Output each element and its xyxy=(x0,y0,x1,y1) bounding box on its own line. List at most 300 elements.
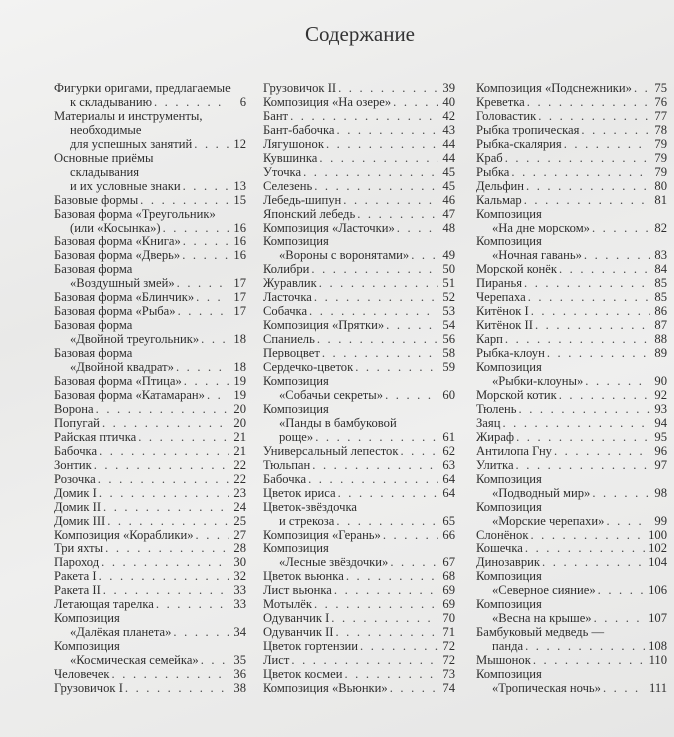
toc-entry-title: Летающая тарелка xyxy=(54,598,154,612)
toc-page-number: 24 xyxy=(233,500,246,514)
dot-leader xyxy=(163,222,229,236)
toc-entry xyxy=(476,208,667,236)
toc-entry xyxy=(54,529,246,543)
toc-entry-title: Композиция «Герань» xyxy=(263,528,381,542)
toc-page-number: 106 xyxy=(648,584,667,598)
toc-entry-last-line xyxy=(263,431,455,445)
toc-page-number: 61 xyxy=(442,430,455,444)
toc-entry-title: Базовая форма «Книга» xyxy=(54,235,181,249)
toc-page-number: 102 xyxy=(648,542,667,556)
toc-entry-title: «Ночная гавань» xyxy=(492,249,582,263)
toc-entry xyxy=(263,668,455,682)
toc-entry-last-line xyxy=(54,459,246,473)
toc-entry-last-line xyxy=(263,473,455,487)
toc-entry-last-line xyxy=(54,222,246,236)
dot-leader xyxy=(182,249,229,263)
toc-entry-last-line xyxy=(263,166,455,180)
toc-page-number: 76 xyxy=(654,95,667,109)
toc-entry-title: Кальмар xyxy=(476,193,522,207)
toc-page-number: 89 xyxy=(654,347,667,361)
toc-entry xyxy=(54,682,246,696)
toc-entry-title: Человечек xyxy=(54,668,110,682)
toc-entry xyxy=(476,277,667,291)
toc-page-number: 6 xyxy=(239,95,246,109)
dot-leader xyxy=(400,445,438,459)
toc-entry-last-line xyxy=(263,291,455,305)
toc-page-number: 73 xyxy=(442,668,455,682)
dot-leader xyxy=(606,515,650,529)
toc-entry-last-line xyxy=(476,194,667,208)
toc-entry xyxy=(54,556,246,570)
dot-leader xyxy=(337,124,439,138)
dot-leader xyxy=(94,459,229,473)
toc-entry-last-line xyxy=(476,375,667,389)
dot-leader xyxy=(103,584,229,598)
dot-leader xyxy=(525,542,645,556)
toc-entry xyxy=(476,333,667,347)
toc-entry-title: Базовая форма «Треугольник» xyxy=(54,207,216,221)
toc-entry-title: Композиция xyxy=(476,361,542,375)
toc-entry xyxy=(476,598,667,626)
toc-entry-title: Цветок-звёздочка xyxy=(263,500,357,514)
toc-entry-last-line xyxy=(54,515,246,529)
toc-page-number: 94 xyxy=(654,416,667,430)
toc-page-number: 17 xyxy=(233,291,246,305)
toc-entry-title: Композиция «На озере» xyxy=(263,95,392,109)
toc-page-number: 45 xyxy=(442,179,455,193)
dot-leader xyxy=(527,96,650,110)
toc-entry-last-line xyxy=(476,124,667,138)
toc-entry-last-line xyxy=(54,277,246,291)
dot-leader xyxy=(343,194,438,208)
toc-entry-last-line xyxy=(54,570,246,584)
toc-entry-title: (или «Косынка») xyxy=(70,221,161,235)
toc-entry xyxy=(476,291,667,305)
toc-entry-last-line xyxy=(263,612,455,626)
dot-leader xyxy=(592,487,650,501)
toc-page-number: 83 xyxy=(654,249,667,263)
toc-page-number: 49 xyxy=(442,249,455,263)
toc-entry-title: Кувшинка xyxy=(263,151,318,165)
toc-entry-title: Краб xyxy=(476,151,503,165)
toc-entry-title: «Подводный мир» xyxy=(492,486,591,500)
toc-entry-last-line xyxy=(476,82,667,96)
dot-leader xyxy=(303,166,438,180)
toc-entry-last-line xyxy=(476,640,667,654)
dot-leader xyxy=(138,431,229,445)
toc-entry xyxy=(263,194,455,208)
toc-entry-last-line xyxy=(54,235,246,249)
dot-leader xyxy=(516,431,650,445)
toc-entry-last-line xyxy=(54,584,246,598)
toc-entry-title: Бабочка xyxy=(263,472,307,486)
toc-entry-title: и стрекоза xyxy=(279,514,335,528)
toc-entry xyxy=(263,584,455,598)
toc-page-number: 108 xyxy=(648,640,667,654)
dot-leader xyxy=(355,361,438,375)
toc-entry xyxy=(263,305,455,319)
toc-page-number: 69 xyxy=(442,584,455,598)
toc-page-number: 23 xyxy=(233,486,246,500)
toc-entry-title: Дельфин xyxy=(476,179,525,193)
toc-entry-title: Зонтик xyxy=(54,458,92,472)
dot-leader xyxy=(393,96,438,110)
toc-page-number: 21 xyxy=(233,444,246,458)
dot-leader xyxy=(173,626,229,640)
dot-leader xyxy=(592,222,650,236)
toc-entry-last-line xyxy=(476,487,667,501)
toc-entry-title: Рыбка-скалярия xyxy=(476,137,562,151)
toc-entry xyxy=(263,319,455,333)
dot-leader xyxy=(103,501,229,515)
toc-entry-last-line xyxy=(263,333,455,347)
toc-page-number: 34 xyxy=(233,626,246,640)
toc-page-number: 17 xyxy=(233,277,246,291)
toc-entry-title: «Космическая семейка» xyxy=(70,654,199,668)
toc-page-number: 51 xyxy=(442,277,455,291)
dot-leader xyxy=(505,333,650,347)
toc-page-number: 52 xyxy=(442,291,455,305)
toc-entry-last-line xyxy=(263,668,455,682)
dot-leader xyxy=(99,445,229,459)
toc-entry xyxy=(54,347,246,375)
toc-page-number: 66 xyxy=(442,528,455,542)
toc-page-number: 64 xyxy=(442,472,455,486)
dot-leader xyxy=(516,459,650,473)
page-title: Содержание xyxy=(304,22,416,46)
toc-entry-title: Динозаврик xyxy=(476,556,541,570)
toc-page-number: 69 xyxy=(442,598,455,612)
toc-entry xyxy=(476,319,667,333)
toc-page-number: 56 xyxy=(442,333,455,347)
toc-entry-title: Композиция xyxy=(476,472,542,486)
toc-entry xyxy=(263,152,455,166)
toc-page-number: 72 xyxy=(442,654,455,668)
toc-page-number: 98 xyxy=(654,486,667,500)
toc-entry-last-line xyxy=(54,487,246,501)
toc-entry-last-line xyxy=(263,640,455,654)
toc-entry xyxy=(476,626,667,654)
dot-leader xyxy=(177,277,229,291)
dot-leader xyxy=(309,305,438,319)
toc-entry-title: «Северное сияние» xyxy=(492,584,596,598)
dot-leader xyxy=(101,556,229,570)
dot-leader xyxy=(102,417,229,431)
toc-entry-title: Райская птичка xyxy=(54,430,137,444)
dot-leader xyxy=(312,459,438,473)
toc-entry-title: «Вороны с воронятами» xyxy=(279,249,410,263)
toc-page-number: 104 xyxy=(648,556,667,570)
toc-entry-title: Базовая форма xyxy=(54,347,133,361)
toc-page-number: 110 xyxy=(648,654,667,668)
toc-entry-last-line xyxy=(263,110,455,124)
toc-entry-last-line xyxy=(263,515,455,529)
toc-entry-last-line xyxy=(476,515,667,529)
toc-entry-title: Композиция xyxy=(476,207,542,221)
toc-entry-title: Сердечко-цветок xyxy=(263,361,354,375)
dot-leader xyxy=(334,584,438,598)
toc-entry-title: Базовая форма «Рыба» xyxy=(54,305,176,319)
toc-entry-title: Композиция «Прятки» xyxy=(263,319,385,333)
toc-entry-title: Пароход xyxy=(54,556,100,570)
dot-leader xyxy=(564,138,650,152)
toc-entry-title: Домик III xyxy=(54,514,106,528)
toc-entry xyxy=(263,277,455,291)
toc-entry xyxy=(476,263,667,277)
toc-entry xyxy=(54,235,246,249)
toc-entry xyxy=(263,361,455,375)
toc-entry xyxy=(54,570,246,584)
toc-entry-title: Тюльпан xyxy=(263,458,311,472)
toc-entry-title: Бабочка xyxy=(54,444,98,458)
toc-entry-title: Креветка xyxy=(476,95,525,109)
toc-entry-last-line xyxy=(476,612,667,626)
toc-entry xyxy=(263,570,455,584)
toc-entry xyxy=(263,501,455,529)
toc-entry-title: и их условные знаки xyxy=(70,179,181,193)
toc-entry xyxy=(54,501,246,515)
toc-entry xyxy=(54,319,246,347)
dot-leader xyxy=(207,389,229,403)
toc-entry xyxy=(263,138,455,152)
toc-entry-title: Ракета I xyxy=(54,570,97,584)
toc-entry-last-line xyxy=(263,208,455,222)
toc-entry-title: Улитка xyxy=(476,458,514,472)
toc-entry-title: «Весна на крыше» xyxy=(492,612,592,626)
toc-entry xyxy=(476,459,667,473)
toc-entry-title: Китёнок II xyxy=(476,319,533,333)
toc-page-number: 107 xyxy=(648,612,667,626)
toc-entry xyxy=(476,542,667,556)
dot-leader xyxy=(201,654,229,668)
toc-page-number: 12 xyxy=(233,137,246,151)
toc-entry xyxy=(263,682,455,696)
toc-entry xyxy=(54,640,246,668)
toc-entry xyxy=(476,668,667,696)
dot-leader xyxy=(331,612,438,626)
dot-leader xyxy=(107,515,229,529)
toc-entry-last-line xyxy=(476,654,667,668)
toc-entry-title: Композиция xyxy=(54,612,120,626)
toc-entry-last-line xyxy=(476,403,667,417)
dot-leader xyxy=(314,291,438,305)
toc-entry-title: «Двойной треугольник» xyxy=(70,333,200,347)
toc-entry xyxy=(476,570,667,598)
toc-entry-last-line xyxy=(476,96,667,110)
toc-entry xyxy=(476,152,667,166)
toc-entry-last-line xyxy=(263,249,455,263)
toc-entry-title: Морской конёк xyxy=(476,263,557,277)
toc-entry-last-line xyxy=(263,570,455,584)
toc-page-number: 28 xyxy=(233,542,246,556)
toc-page-number: 96 xyxy=(654,444,667,458)
dot-leader xyxy=(385,389,438,403)
toc-entry xyxy=(263,640,455,654)
toc-entry xyxy=(54,263,246,291)
toc-entry-title: Грузовичок I xyxy=(54,681,123,695)
toc-page-number: 82 xyxy=(654,221,667,235)
toc-entry xyxy=(263,110,455,124)
toc-page-number: 54 xyxy=(442,319,455,333)
toc-entry-title: Антилопа Гну xyxy=(476,444,552,458)
dot-leader xyxy=(411,249,438,263)
toc-entry-last-line xyxy=(54,529,246,543)
toc-entry-last-line xyxy=(54,375,246,389)
toc-entry-title: для успешных занятий xyxy=(70,137,193,151)
toc-entry-title: Бамбуковый медведь — xyxy=(476,626,605,640)
toc-page-number: 36 xyxy=(233,668,246,682)
toc-page-number: 111 xyxy=(649,681,667,695)
dot-leader xyxy=(319,277,438,291)
toc-entry xyxy=(476,138,667,152)
toc-entry-title: Японский лебедь xyxy=(263,207,356,221)
toc-entry-title: Композиция xyxy=(476,235,542,249)
toc-entry-title: Головастик xyxy=(476,109,537,123)
toc-entry xyxy=(476,473,667,501)
toc-entry-title: «На дне морском» xyxy=(492,221,590,235)
toc-entry-title: Композиция «Кораблики» xyxy=(54,528,194,542)
toc-page-number: 18 xyxy=(233,333,246,347)
dot-leader xyxy=(383,529,438,543)
dot-leader xyxy=(183,235,229,249)
toc-entry xyxy=(263,291,455,305)
toc-entry-title: Фигурки оригами, предлагаемые xyxy=(54,82,231,95)
toc-entry xyxy=(54,459,246,473)
toc-page-number: 50 xyxy=(442,263,455,277)
toc-entry xyxy=(476,556,667,570)
dot-leader xyxy=(634,82,650,96)
dot-leader xyxy=(581,124,650,138)
toc-page-number: 35 xyxy=(233,654,246,668)
toc-page-number: 97 xyxy=(654,458,667,472)
toc-entry-last-line xyxy=(476,417,667,431)
toc-entry-last-line xyxy=(263,389,455,403)
dot-leader xyxy=(397,222,438,236)
dot-leader xyxy=(525,640,645,654)
dot-leader xyxy=(360,640,438,654)
toc-entry xyxy=(263,180,455,194)
dot-leader xyxy=(535,319,650,333)
toc-entry-title: Ворона xyxy=(54,402,94,416)
toc-page-number: 79 xyxy=(654,137,667,151)
toc-entry-title: Попугай xyxy=(54,416,100,430)
toc-entry xyxy=(263,82,455,96)
toc-entry-title: Композиция xyxy=(476,570,542,584)
dot-leader xyxy=(322,347,438,361)
toc-page-number: 100 xyxy=(648,528,667,542)
toc-page-number: 46 xyxy=(442,193,455,207)
toc-page-number: 93 xyxy=(654,402,667,416)
dot-leader xyxy=(314,598,438,612)
dot-leader xyxy=(594,612,646,626)
toc-entry-title: Основные приёмы xyxy=(54,151,154,165)
toc-entry-last-line xyxy=(54,249,246,263)
toc-entry-last-line xyxy=(54,403,246,417)
toc-page-number: 38 xyxy=(233,681,246,695)
toc-entry-last-line xyxy=(263,347,455,361)
toc-entry xyxy=(54,403,246,417)
dot-leader xyxy=(184,375,229,389)
toc-entry-title: Композиция xyxy=(54,640,120,654)
toc-entry-title: Базовая форма xyxy=(54,319,133,333)
dot-leader xyxy=(519,403,650,417)
toc-entry-title: Композиция xyxy=(476,668,542,682)
dot-leader xyxy=(176,361,229,375)
toc-entry xyxy=(263,654,455,668)
toc-entry-title: «Далёкая планета» xyxy=(70,626,172,640)
toc-entry xyxy=(263,208,455,222)
dot-leader xyxy=(125,682,229,696)
dot-leader xyxy=(178,305,229,319)
toc-entry xyxy=(476,194,667,208)
toc-entry-last-line xyxy=(54,501,246,515)
toc-entry-last-line xyxy=(263,263,455,277)
dot-leader xyxy=(502,417,650,431)
toc-page-number: 58 xyxy=(442,347,455,361)
toc-entry-last-line xyxy=(263,82,455,96)
toc-page-number: 21 xyxy=(233,430,246,444)
dot-leader xyxy=(196,291,229,305)
toc-entry-title: Первоцвет xyxy=(263,347,320,361)
toc-entry-title: Цветок вьюнка xyxy=(263,570,344,584)
toc-entry-title: Базовые формы xyxy=(54,193,139,207)
toc-page-number: 70 xyxy=(442,612,455,626)
toc-entry-title: панда xyxy=(492,640,524,654)
toc-entry xyxy=(263,166,455,180)
toc-entry-last-line xyxy=(263,598,455,612)
dot-leader xyxy=(511,166,650,180)
toc-entry-last-line xyxy=(54,626,246,640)
toc-entry-title: «Двойной квадрат» xyxy=(70,361,174,375)
toc-entry-title: Журавлик xyxy=(263,277,317,291)
toc-entry-title: Три яхты xyxy=(54,542,104,556)
toc-entry-title: Композиция xyxy=(263,375,329,389)
toc-page-number: 90 xyxy=(654,375,667,389)
dot-leader xyxy=(390,682,438,696)
toc-page-number: 78 xyxy=(654,123,667,137)
toc-entry-last-line xyxy=(476,389,667,403)
dot-leader xyxy=(585,375,650,389)
dot-leader xyxy=(584,249,650,263)
toc-page-number: 88 xyxy=(654,333,667,347)
toc-entry-title: Бант-бабочка xyxy=(263,123,335,137)
toc-entry-last-line xyxy=(54,96,246,110)
dot-leader xyxy=(357,208,438,222)
toc-page-number: 79 xyxy=(654,165,667,179)
toc-page-number: 16 xyxy=(233,249,246,263)
toc-entry-title: Пиранья xyxy=(476,277,522,291)
dot-leader xyxy=(183,180,229,194)
toc-entry-last-line xyxy=(54,598,246,612)
toc-entry xyxy=(54,515,246,529)
toc-entry-title: Материалы и инструменты, xyxy=(54,109,203,123)
toc-entry-last-line xyxy=(54,682,246,696)
toc-entry-title: Композиция xyxy=(476,598,542,612)
toc-entry-last-line xyxy=(476,166,667,180)
toc-entry-title: Универсальный лепесток xyxy=(263,444,399,458)
toc-entry-last-line xyxy=(476,584,667,598)
toc-page-number: 71 xyxy=(442,626,455,640)
toc-entry xyxy=(54,110,246,152)
toc-entry xyxy=(476,403,667,417)
dot-leader xyxy=(99,570,229,584)
dot-leader xyxy=(386,319,438,333)
dot-leader xyxy=(547,347,650,361)
toc-entry-last-line xyxy=(54,305,246,319)
toc-entry xyxy=(476,235,667,263)
toc-entry-last-line xyxy=(476,249,667,263)
dot-leader xyxy=(335,626,438,640)
